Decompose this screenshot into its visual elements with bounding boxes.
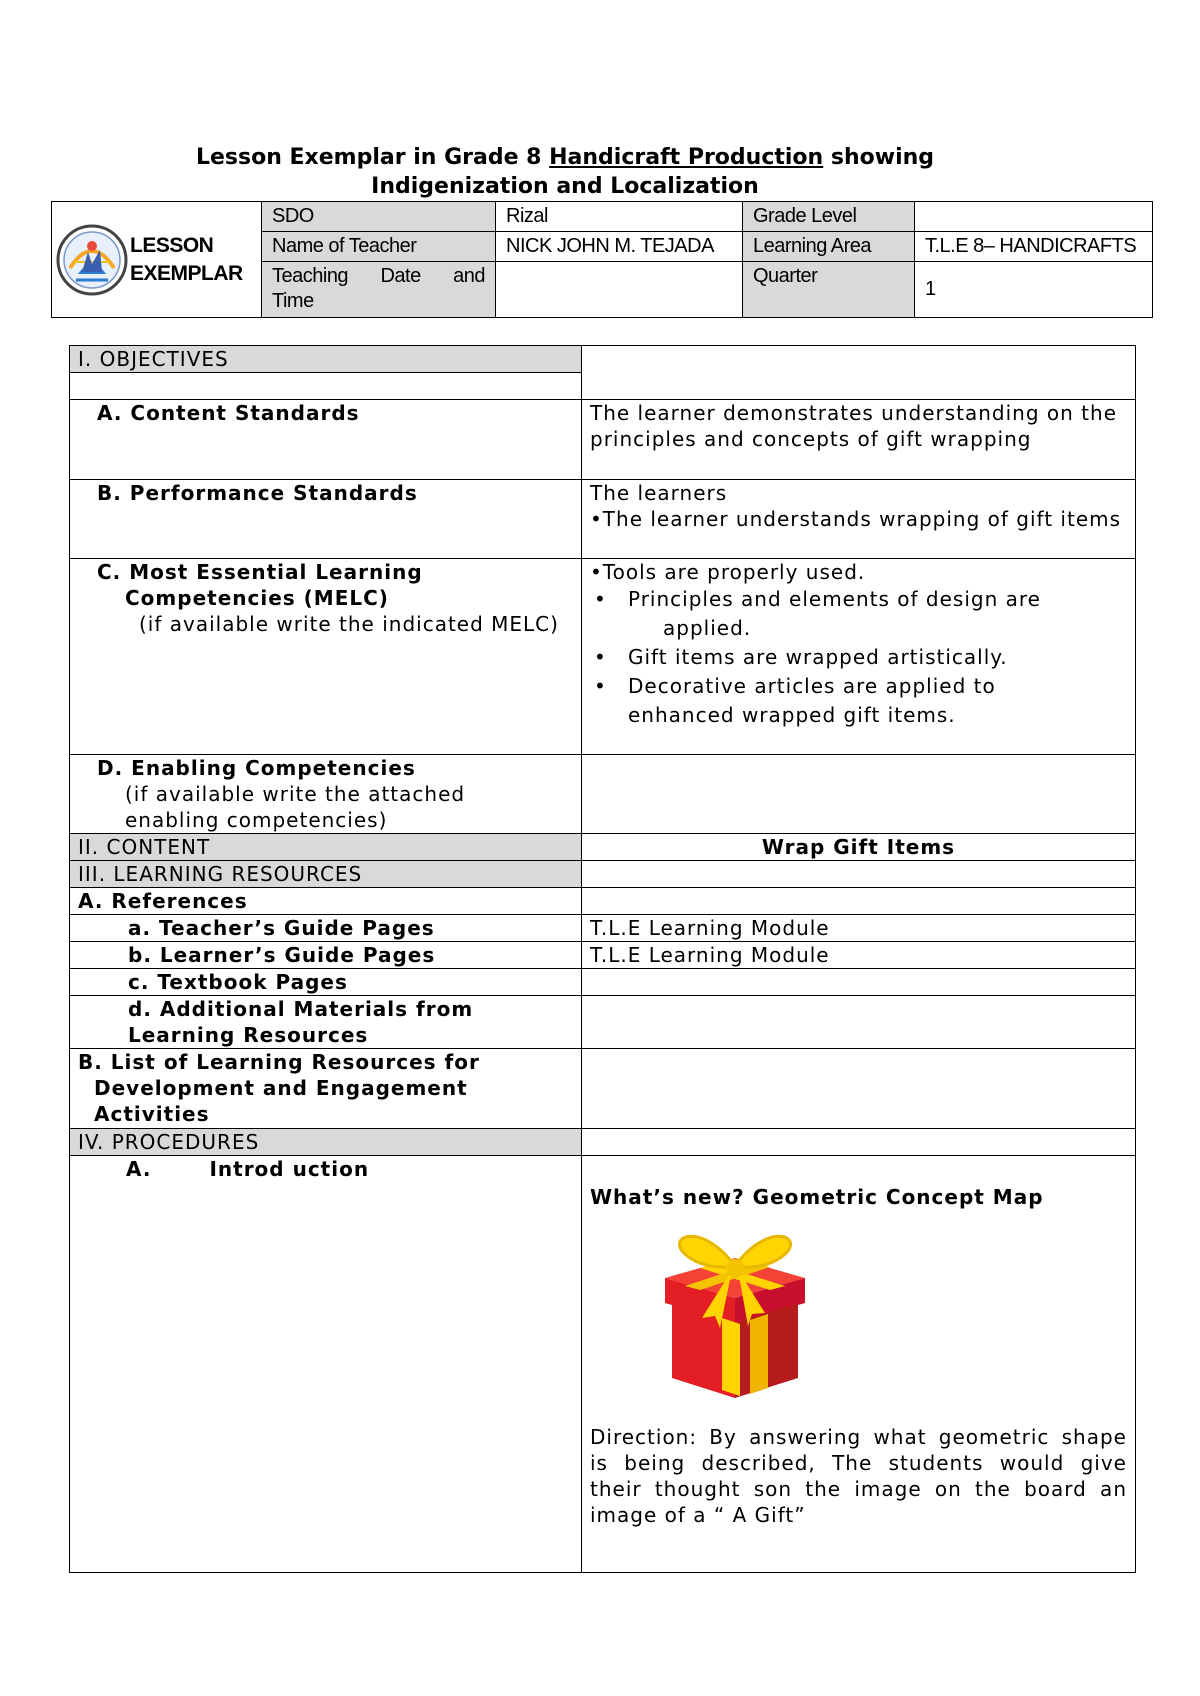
performance-line-1: The learners bbox=[590, 481, 728, 505]
teachers-guide-label: a. Teacher’s Guide Pages bbox=[70, 915, 582, 942]
procedures-heading: IV. PROCEDURES bbox=[70, 1129, 582, 1156]
performance-line-2: •The learner understands wrapping of gift items bbox=[590, 507, 1122, 531]
melc-item: enhanced wrapped gift items. bbox=[628, 703, 956, 727]
references-value bbox=[582, 888, 1136, 915]
learning-resources-heading: III. LEARNING RESOURCES bbox=[70, 861, 582, 888]
introduction-label bbox=[70, 1156, 582, 1573]
teaching-date-label bbox=[262, 262, 496, 318]
melc-item: Gift items are wrapped artistically. bbox=[628, 645, 1008, 669]
exemplar-label: EXEMPLAR bbox=[130, 261, 243, 285]
deped-seal-icon bbox=[56, 224, 128, 296]
teachers-guide-value: T.L.E Learning Module bbox=[582, 915, 1136, 942]
grade-level-label: Grade Level bbox=[743, 202, 915, 232]
additional-line-1: d. Additional Materials from bbox=[128, 997, 474, 1021]
teaching-word-1: Teaching bbox=[272, 265, 349, 287]
content-standards-value bbox=[582, 400, 1136, 480]
melc-item: Decorative articles are applied to bbox=[628, 674, 996, 698]
list-resources-label bbox=[70, 1049, 582, 1129]
list-line-3: Activities bbox=[94, 1102, 210, 1126]
teaching-word-3: and bbox=[453, 265, 485, 287]
objectives-value bbox=[582, 346, 1136, 400]
melc-label-line-2: Competencies (MELC) bbox=[125, 586, 389, 610]
lesson-label: LESSON bbox=[130, 233, 214, 257]
additional-materials-value bbox=[582, 996, 1136, 1049]
list-resources-value bbox=[582, 1049, 1136, 1129]
quarter-label: Quarter bbox=[743, 262, 915, 318]
additional-line-2: Learning Resources bbox=[128, 1023, 369, 1047]
melc-label bbox=[70, 559, 582, 755]
quarter-value: 1 bbox=[915, 262, 1153, 318]
learners-guide-value: T.L.E Learning Module bbox=[582, 942, 1136, 969]
additional-materials-label bbox=[70, 996, 582, 1049]
bullet-icon: • bbox=[594, 587, 607, 611]
list-line-2: Development and Engagement bbox=[94, 1076, 468, 1100]
enabling-label bbox=[70, 755, 582, 834]
content-standards-line-2: principles and concepts of gift wrapping bbox=[590, 427, 1032, 451]
content-value: Wrap Gift Items bbox=[582, 834, 1136, 861]
performance-text: B. Performance Standards bbox=[97, 481, 418, 505]
melc-value bbox=[582, 559, 1136, 755]
learning-area-label: Learning Area bbox=[743, 232, 915, 262]
learners-guide-label: b. Learner’s Guide Pages bbox=[70, 942, 582, 969]
title-text-1: Lesson Exemplar in Grade 8 bbox=[195, 145, 550, 170]
textbook-value bbox=[582, 969, 1136, 996]
melc-item: Principles and elements of design are bbox=[628, 587, 1041, 611]
melc-item: applied. bbox=[663, 616, 752, 640]
lesson-table bbox=[69, 345, 1136, 1573]
bullet-icon: • bbox=[594, 645, 607, 669]
gift-image bbox=[590, 1210, 1127, 1400]
melc-label-line-1: C. Most Essential Learning bbox=[97, 560, 423, 584]
performance-value bbox=[582, 480, 1136, 559]
logo-cell bbox=[52, 202, 262, 318]
title-text-2: showing bbox=[823, 145, 935, 170]
gift-box-icon bbox=[640, 1218, 830, 1398]
enabling-label-text: D. Enabling Competencies bbox=[97, 756, 416, 780]
procedures-value bbox=[582, 1129, 1136, 1156]
teacher-label: Name of Teacher bbox=[262, 232, 496, 262]
intro-letter: A. bbox=[126, 1157, 152, 1181]
content-standards-line-1: The learner demonstrates understanding on the bbox=[590, 401, 1118, 425]
enabling-note-2: enabling competencies) bbox=[125, 808, 388, 832]
enabling-note-1: (if available write the attached bbox=[125, 782, 466, 806]
teaching-word-4: Time bbox=[272, 290, 314, 312]
content-standards-label bbox=[70, 400, 582, 480]
teaching-date-value bbox=[496, 262, 743, 318]
content-heading: II. CONTENT bbox=[70, 834, 582, 861]
header-table bbox=[51, 201, 1153, 318]
content-standards-text: A. Content Standards bbox=[97, 401, 360, 425]
grade-level-value bbox=[915, 202, 1153, 232]
title-subject: Handicraft Production bbox=[549, 145, 824, 170]
list-line-1: B. List of Learning Resources for bbox=[78, 1050, 480, 1074]
sdo-value: Rizal bbox=[496, 202, 743, 232]
document-title bbox=[50, 143, 1080, 201]
intro-label: Introd uction bbox=[209, 1157, 370, 1181]
textbook-label: c. Textbook Pages bbox=[70, 969, 582, 996]
objectives-blank bbox=[70, 373, 582, 400]
objectives-heading: I. OBJECTIVES bbox=[70, 346, 582, 373]
sdo-label: SDO bbox=[262, 202, 496, 232]
title-line-2: Indigenization and Localization bbox=[371, 174, 759, 199]
teacher-value: NICK JOHN M. TEJADA bbox=[496, 232, 743, 262]
teaching-word-2: Date bbox=[380, 265, 421, 287]
learning-area-value: T.L.E 8– HANDICRAFTS bbox=[915, 232, 1153, 262]
melc-item: •Tools are properly used. bbox=[590, 560, 866, 584]
enabling-value bbox=[582, 755, 1136, 834]
bullet-icon: • bbox=[594, 674, 607, 698]
introduction-value bbox=[582, 1156, 1136, 1573]
whats-new-heading: What’s new? Geometric Concept Map bbox=[590, 1185, 1044, 1209]
direction-text: Direction: By answering what geometric shape is being described, The students would give their thought son the image on the board an image of a “ A Gift” bbox=[590, 1425, 1127, 1527]
references-label: A. References bbox=[70, 888, 582, 915]
melc-label-note: (if available write the indicated MELC) bbox=[139, 612, 559, 636]
performance-label bbox=[70, 480, 582, 559]
learning-resources-value bbox=[582, 861, 1136, 888]
